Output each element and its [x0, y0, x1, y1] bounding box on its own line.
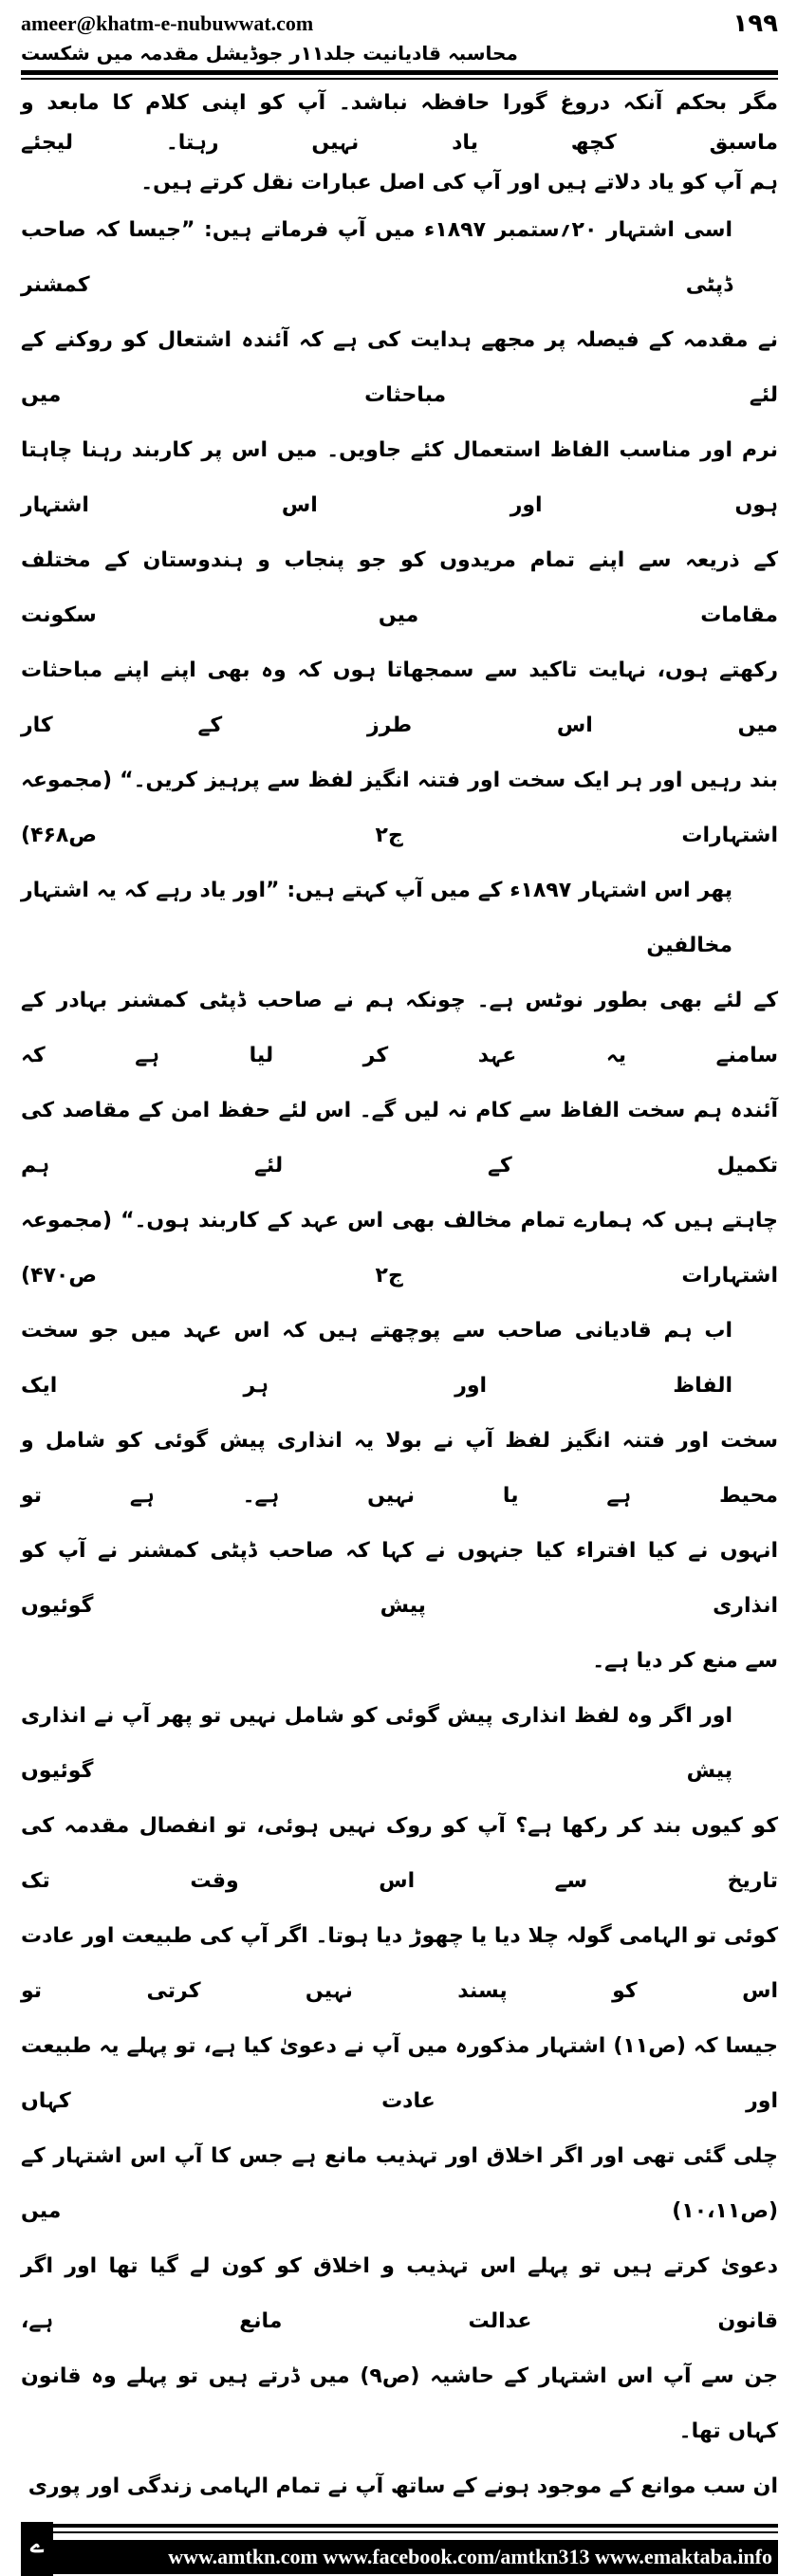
text-line: رکھتے ہوں، نہایت تاکید سے سمجھاتا ہوں کہ وہ بھی اپنے اپنے مباحثات میں اس طرز کے کار — [21, 658, 778, 737]
text-line: جن سے آپ اس اشتہار کے حاشیہ (ص۹) میں ڈرتے ہیں تو پہلے وہ قانون کہاں تھا۔ — [21, 2364, 778, 2443]
text-line: بند رہیں اور ہر ایک سخت اور فتنہ انگیز لفظ سے پرہیز کریں۔“ (مجموعہ اشتہارات ج۲ ص۴۶۸) — [21, 769, 778, 847]
footer-links: www.amtkn.com www.facebook.com/amtkn313 www.emaktaba.info — [53, 2540, 778, 2574]
text-line: انہوں نے کیا افتراء کیا جنہوں نے کہا کہ صاحب ڈپٹی کمشنر نے آپ کو انذاری پیش گوئیوں — [21, 1539, 778, 1618]
footer-rule-thin — [53, 2531, 778, 2533]
text-line: دعویٰ کرتے ہیں تو پہلے اس تہذیب و اخلاق کو کون لے گیا تھا اور اگر قانون عدالت مانع ہے، — [21, 2254, 778, 2333]
book-title: محاسبہ قادیانیت جلد۱۱ر جوڈیشل مقدمہ میں شکست — [21, 42, 518, 65]
footer — [21, 2522, 778, 2576]
text-line: ہم آپ کو یاد دلاتے ہیں اور آپ کی اصل عبارات نقل کرتے ہیں۔ — [140, 171, 778, 195]
text-line: چاہتے ہیں کہ ہمارے تمام مخالف بھی اس عہد کے کاربند ہوں۔“ (مجموعہ اشتہارات ج۲ ص۴۷۰) — [21, 1209, 778, 1288]
text-line: کے لئے بھی بطور نوٹس ہے۔ چونکہ ہم نے صاحب ڈپٹی کمشنر بہادر کے سامنے یہ عہد کر لیا ہے کہ — [21, 989, 778, 1067]
text-line: آئندہ ہم سخت الفاظ سے کام نہ لیں گے۔ اس لئے حفظ امن کے مقاصد کی تکمیل کے لئے ہم — [21, 1099, 778, 1177]
text-line: ان سب موانع کے موجود ہونے کے ساتھ آپ نے تمام الہامی زندگی اور پوری — [28, 2474, 778, 2498]
text-line: کے ذریعہ سے اپنے تمام مریدوں کو جو پنجاب و ہندوستان کے مختلف مقامات میں سکونت — [21, 548, 778, 627]
text-line: کوئی تو الہامی گولہ چلا دیا یا چھوڑ دیا ہوتا۔ اگر آپ کی طبیعت اور عادت اس کو پسند نہیں کرتی تو — [21, 1924, 778, 2003]
text-line: جیسا کہ (ص۱۱) اشتہار مذکورہ میں آپ نے دعویٰ کیا ہے، تو پہلے یہ طبیعت اور عادت کہاں — [21, 2034, 778, 2113]
running-header — [21, 9, 778, 65]
text-line: پھر اس اشتہار ۱۸۹۷ء کے میں آپ کہتے ہیں: ”اور یاد رہے کہ یہ اشتہار مخالفین — [21, 879, 732, 957]
footer-marker: ے — [21, 2522, 53, 2576]
text-line: اور اگر وہ لفظ انذاری پیش گوئی کو شامل نہیں تو پھر آپ نے انذاری پیش گوئیوں — [21, 1704, 732, 1783]
text-line: مگر بحکم آنکہ دروغ گورا حافظہ نباشد۔ آپ کو اپنی کلام کا مابعد و ماسبق کچھ یاد نہیں رہتا۔ لیجئے — [21, 91, 778, 155]
text-line: سے منع کر دیا ہے۔ — [592, 1649, 778, 1673]
text-line: نے مقدمہ کے فیصلہ پر مجھے ہدایت کی ہے کہ آئندہ اشتعال کو روکنے کے لئے مباحثات میں — [21, 328, 778, 407]
text-line: نرم اور مناسب الفاظ استعمال کئے جاویں۔ میں اس پر کاربند رہنا چاہتا ہوں اور اس اشتہار — [21, 438, 778, 517]
text-line: اب ہم قادیانی صاحب سے پوچھتے ہیں کہ اس عہد میں جو سخت الفاظ اور ہر ایک — [21, 1319, 732, 1398]
header-rule-thick — [21, 70, 778, 75]
text-line: اسی اشتہار ۲۰؍ستمبر ۱۸۹۷ء میں آپ فرماتے ہیں: ”جیسا کہ صاحب ڈپٹی کمشنر — [21, 218, 732, 297]
text-line: سخت اور فتنہ انگیز لفظ آپ نے بولا یہ انذاری پیش گوئی کو شامل و محیط ہے یا نہیں ہے۔ ہے تو — [21, 1429, 778, 1508]
page-number: ١٩٩ — [732, 9, 778, 38]
header-email: ameer@khatm-e-nubuwwat.com — [21, 11, 314, 35]
text-line: کو کیوں بند کر رکھا ہے؟ آپ کو روک نہیں ہوئی، تو انفصال مقدمہ کی تاریخ سے اس وقت تک — [21, 1814, 778, 1893]
footer-right — [53, 2522, 778, 2576]
footer-rule-thick — [53, 2524, 778, 2528]
page-body — [21, 83, 778, 2514]
text-line: چلی گئی تھی اور اگر اخلاق اور تہذیب مانع ہے جس کا آپ اس اشتہار کے (ص۱۰،۱۱) میں — [21, 2144, 778, 2223]
header-rule-thin — [21, 78, 778, 80]
